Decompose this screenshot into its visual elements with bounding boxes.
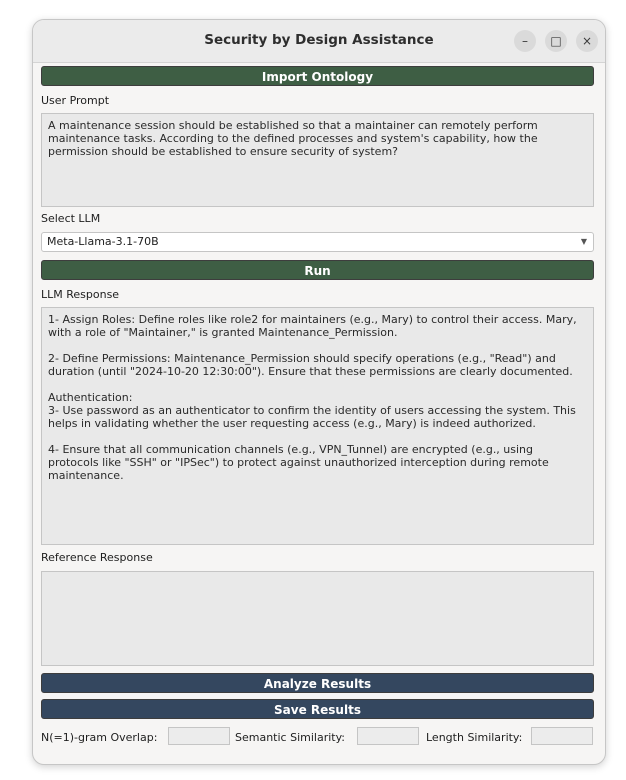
select-llm-label: Select LLM <box>41 212 101 225</box>
llm-response-output[interactable]: 1- Assign Roles: Define roles like role2 for maintainers (e.g., Mary) to control their access. Mary, with a role of "Maintainer," is granted Maintenance_Permission. 2- Define Permissions: Maintenance_Permission should specify operations (e.g., "Read") and duration (until "2024-10-20 12:30:00"). Ensure that these permissions are clearly documented. Authentication: 3- Use password as an authenticator to confirm the identity of users accessing the system. This helps in validating whether the user requesting access (e.g., Mary) is indeed authorized. 4- Ensure that all communication channels (e.g., VPN_Tunnel) are encrypted (e.g., using protocols like "SSH" or "IPSec") to protect against unauthorized interception during remote maintenance. <box>41 307 594 545</box>
semantic-similarity-label: Semantic Similarity: <box>235 731 346 744</box>
semantic-similarity-field[interactable] <box>357 727 419 745</box>
save-results-button[interactable]: Save Results <box>41 699 594 719</box>
llm-response-label: LLM Response <box>41 288 120 301</box>
app-window <box>32 19 606 765</box>
length-similarity-field[interactable] <box>531 727 593 745</box>
reference-response-input[interactable] <box>41 571 594 666</box>
chevron-down-icon: ▼ <box>580 237 587 246</box>
maximize-button[interactable]: □ <box>545 30 567 52</box>
title-bar[interactable] <box>33 20 605 63</box>
run-button[interactable]: Run <box>41 260 594 280</box>
user-prompt-input[interactable]: A maintenance session should be established so that a maintainer can remotely perform maintenance tasks. According to the defined processes and system's capability, how the permission should be established to ensure security of system? <box>41 113 594 207</box>
length-similarity-label: Length Similarity: <box>426 731 523 744</box>
reference-response-label: Reference Response <box>41 551 153 564</box>
user-prompt-label: User Prompt <box>41 94 110 107</box>
window-title: Security by Design Assistance <box>204 32 434 48</box>
analyze-results-button[interactable]: Analyze Results <box>41 673 594 693</box>
import-ontology-button[interactable]: Import Ontology <box>41 66 594 86</box>
ngram-overlap-label: N(=1)-gram Overlap: <box>41 731 158 744</box>
close-button[interactable]: × <box>576 30 598 52</box>
minimize-button[interactable]: – <box>514 30 536 52</box>
llm-select-value: Meta-Llama-3.1-70B <box>47 235 159 248</box>
llm-select[interactable] <box>41 232 594 252</box>
ngram-overlap-field[interactable] <box>168 727 230 745</box>
